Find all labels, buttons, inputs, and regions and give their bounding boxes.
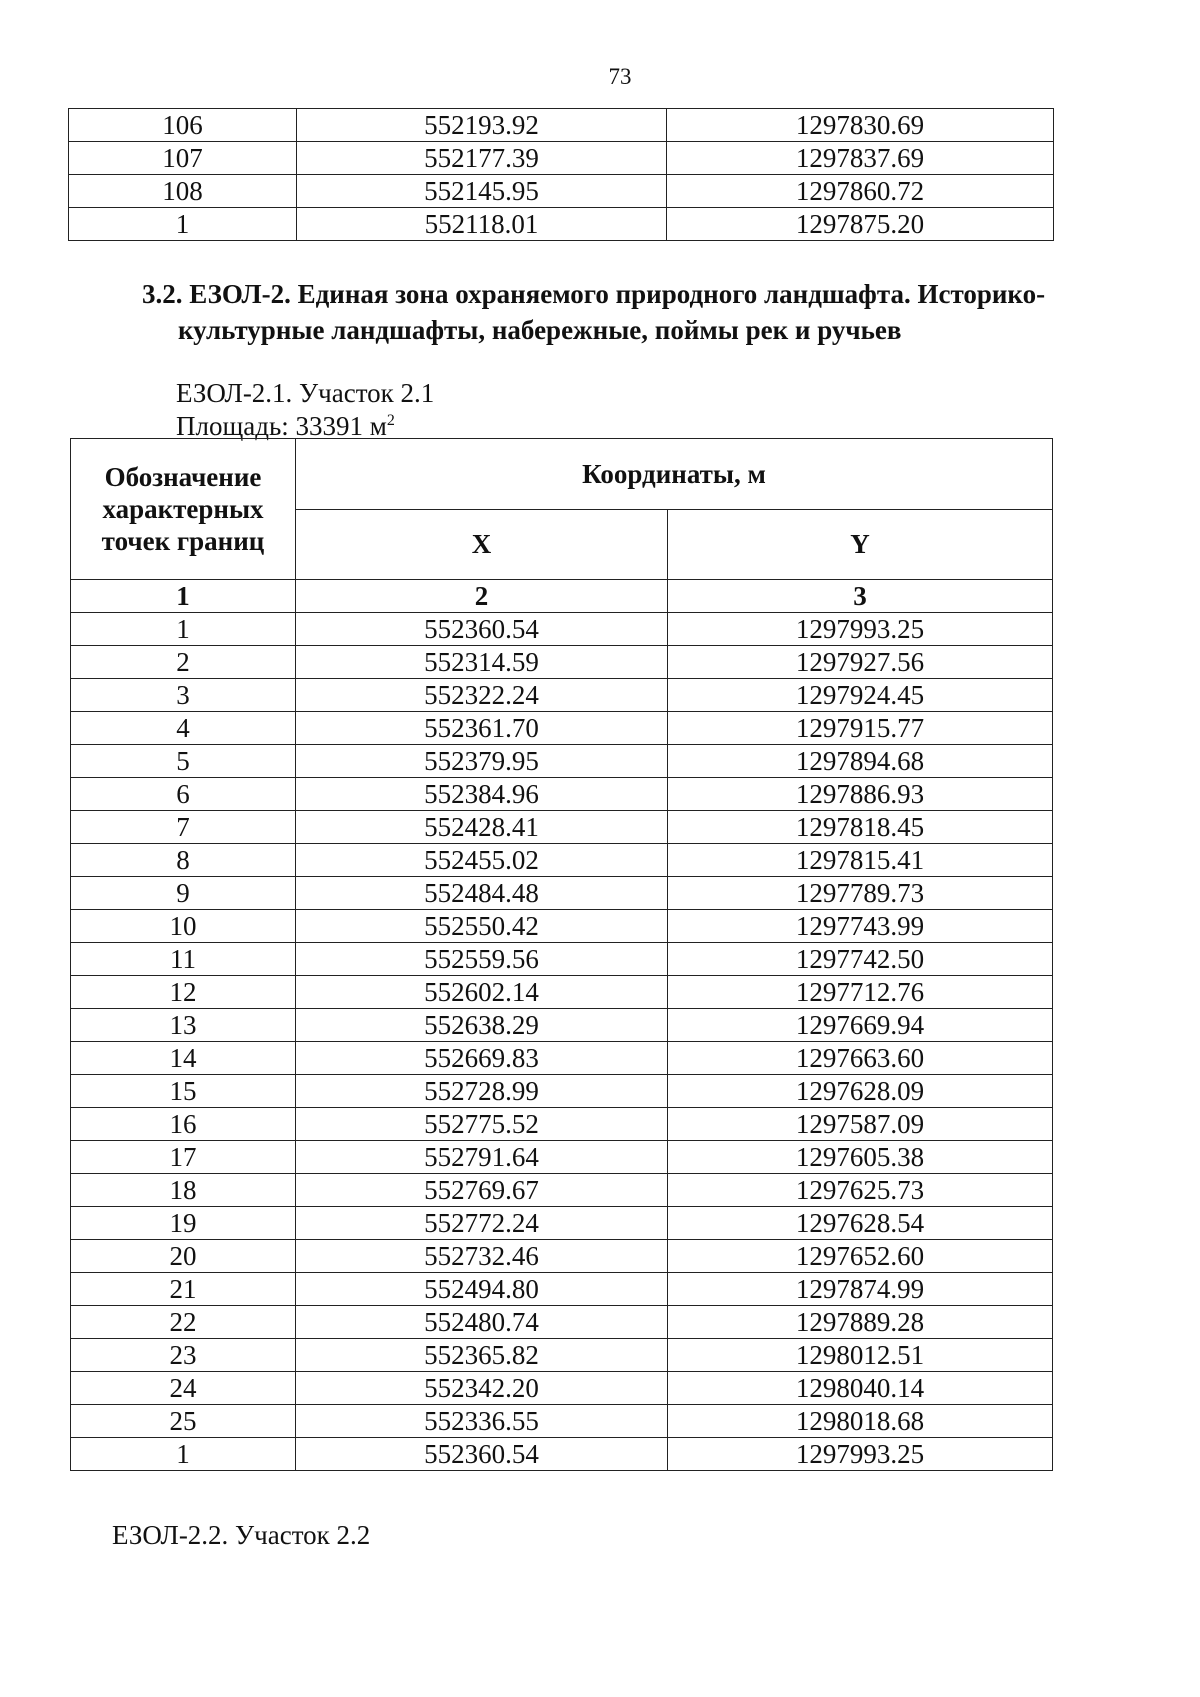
page-number: 73 <box>608 64 632 89</box>
y-coordinate-cell: 1297625.73 <box>668 1174 1053 1207</box>
y-coordinate-cell: 1297605.38 <box>668 1141 1053 1174</box>
table-row <box>71 844 1053 877</box>
y-coordinate-cell: 1297927.56 <box>668 646 1053 679</box>
table-row <box>71 679 1053 712</box>
column-number: 2 <box>296 580 668 613</box>
point-number-cell: 18 <box>71 1174 296 1207</box>
area-unit-superscript: 2 <box>386 412 395 429</box>
x-coordinate-cell: 552484.48 <box>296 877 668 910</box>
table-row <box>71 976 1053 1009</box>
point-number-cell: 15 <box>71 1075 296 1108</box>
y-coordinate-cell: 1297886.93 <box>668 778 1053 811</box>
table-row <box>71 910 1053 943</box>
x-coordinate-cell: 552638.29 <box>296 1009 668 1042</box>
y-coordinate-cell: 1298040.14 <box>668 1372 1053 1405</box>
x-coordinate-cell: 552336.55 <box>296 1405 668 1438</box>
y-coordinate-cell: 1297894.68 <box>668 745 1053 778</box>
point-number-cell: 106 <box>69 109 297 142</box>
point-number-cell: 12 <box>71 976 296 1009</box>
x-coordinate-cell: 552361.70 <box>296 712 668 745</box>
area-label: Площадь: 33391 м <box>176 411 387 441</box>
x-coordinate-cell: 552769.67 <box>296 1174 668 1207</box>
x-coordinate-cell: 552360.54 <box>296 1438 668 1471</box>
x-coordinate-cell: 552118.01 <box>297 208 667 241</box>
table-row <box>71 1174 1053 1207</box>
x-coordinate-cell: 552775.52 <box>296 1108 668 1141</box>
table-row <box>71 1108 1053 1141</box>
point-number-cell: 25 <box>71 1405 296 1438</box>
point-number-cell: 19 <box>71 1207 296 1240</box>
x-coordinate-cell: 552360.54 <box>296 613 668 646</box>
y-coordinate-cell: 1297628.54 <box>668 1207 1053 1240</box>
point-number-cell: 13 <box>71 1009 296 1042</box>
point-number-cell: 1 <box>71 613 296 646</box>
x-coordinate-cell: 552494.80 <box>296 1273 668 1306</box>
table-row <box>71 778 1053 811</box>
point-number-cell: 17 <box>71 1141 296 1174</box>
y-coordinate-cell: 1297830.69 <box>667 109 1054 142</box>
point-number-cell: 23 <box>71 1339 296 1372</box>
x-coordinate-cell: 552145.95 <box>297 175 667 208</box>
y-coordinate-cell: 1297837.69 <box>667 142 1054 175</box>
table-row <box>71 1207 1053 1240</box>
table-row <box>71 613 1053 646</box>
table-row <box>71 811 1053 844</box>
y-coordinate-cell: 1297874.99 <box>668 1273 1053 1306</box>
header-coordinates: Координаты, м <box>296 439 1053 510</box>
y-coordinate-cell: 1297652.60 <box>668 1240 1053 1273</box>
x-coordinate-cell: 552314.59 <box>296 646 668 679</box>
x-coordinate-cell: 552550.42 <box>296 910 668 943</box>
point-number-cell: 1 <box>71 1438 296 1471</box>
y-coordinate-cell: 1297712.76 <box>668 976 1053 1009</box>
y-coordinate-cell: 1297669.94 <box>668 1009 1053 1042</box>
table-row <box>71 1042 1053 1075</box>
table-row <box>71 1405 1053 1438</box>
table-row <box>71 745 1053 778</box>
x-coordinate-cell: 552428.41 <box>296 811 668 844</box>
column-number: 3 <box>668 580 1053 613</box>
header-points-designation: Обозначение характерных точек границ <box>71 439 296 580</box>
subsection-info <box>176 377 434 443</box>
y-coordinate-cell: 1297628.09 <box>668 1075 1053 1108</box>
point-number-cell: 8 <box>71 844 296 877</box>
x-coordinate-cell: 552669.83 <box>296 1042 668 1075</box>
point-number-cell: 24 <box>71 1372 296 1405</box>
section-heading-line1: 3.2. ЕЗОЛ-2. Единая зона охраняемого природного ландшафта. Историко- <box>142 279 1046 309</box>
x-coordinate-cell: 552791.64 <box>296 1141 668 1174</box>
column-number: 1 <box>71 580 296 613</box>
point-number-cell: 11 <box>71 943 296 976</box>
point-number-cell: 108 <box>69 175 297 208</box>
x-coordinate-cell: 552177.39 <box>297 142 667 175</box>
y-coordinate-cell: 1297743.99 <box>668 910 1053 943</box>
point-number-cell: 16 <box>71 1108 296 1141</box>
point-number-cell: 3 <box>71 679 296 712</box>
y-coordinate-cell: 1297915.77 <box>668 712 1053 745</box>
column-number-row <box>71 580 1053 613</box>
y-coordinate-cell: 1297587.09 <box>668 1108 1053 1141</box>
table-row <box>71 1372 1053 1405</box>
y-coordinate-cell: 1297924.45 <box>668 679 1053 712</box>
y-coordinate-cell: 1297889.28 <box>668 1306 1053 1339</box>
point-number-cell: 10 <box>71 910 296 943</box>
top-coordinates-table <box>68 108 1054 241</box>
table-row <box>69 208 1054 241</box>
x-coordinate-cell: 552455.02 <box>296 844 668 877</box>
point-number-cell: 20 <box>71 1240 296 1273</box>
y-coordinate-cell: 1297993.25 <box>668 613 1053 646</box>
point-number-cell: 14 <box>71 1042 296 1075</box>
point-number-cell: 21 <box>71 1273 296 1306</box>
y-coordinate-cell: 1298018.68 <box>668 1405 1053 1438</box>
header-x: X <box>296 509 668 580</box>
x-coordinate-cell: 552322.24 <box>296 679 668 712</box>
x-coordinate-cell: 552384.96 <box>296 778 668 811</box>
table-row <box>71 646 1053 679</box>
subsection-title: ЕЗОЛ-2.1. Участок 2.1 <box>176 378 435 408</box>
y-coordinate-cell: 1297742.50 <box>668 943 1053 976</box>
main-coordinates-table <box>70 438 1053 1471</box>
x-coordinate-cell: 552772.24 <box>296 1207 668 1240</box>
table-row <box>71 712 1053 745</box>
y-coordinate-cell: 1297789.73 <box>668 877 1053 910</box>
table-row <box>71 1075 1053 1108</box>
section-heading-line2: культурные ландшафты, набережные, поймы рек и ручьев <box>178 315 902 345</box>
table-row <box>71 877 1053 910</box>
y-coordinate-cell: 1297993.25 <box>668 1438 1053 1471</box>
y-coordinate-cell: 1298012.51 <box>668 1339 1053 1372</box>
table-row <box>71 943 1053 976</box>
point-number-cell: 4 <box>71 712 296 745</box>
point-number-cell: 7 <box>71 811 296 844</box>
point-number-cell: 9 <box>71 877 296 910</box>
y-coordinate-cell: 1297875.20 <box>667 208 1054 241</box>
y-coordinate-cell: 1297860.72 <box>667 175 1054 208</box>
y-coordinate-cell: 1297818.45 <box>668 811 1053 844</box>
point-number-cell: 22 <box>71 1306 296 1339</box>
point-number-cell: 1 <box>69 208 297 241</box>
table-row <box>69 175 1054 208</box>
y-coordinate-cell: 1297663.60 <box>668 1042 1053 1075</box>
x-coordinate-cell: 552342.20 <box>296 1372 668 1405</box>
x-coordinate-cell: 552728.99 <box>296 1075 668 1108</box>
point-number-cell: 2 <box>71 646 296 679</box>
point-number-cell: 6 <box>71 778 296 811</box>
table-row <box>71 1306 1053 1339</box>
table-row <box>71 1438 1053 1471</box>
x-coordinate-cell: 552193.92 <box>297 109 667 142</box>
header-y: Y <box>668 509 1053 580</box>
x-coordinate-cell: 552365.82 <box>296 1339 668 1372</box>
point-number-cell: 107 <box>69 142 297 175</box>
table-row <box>71 1240 1053 1273</box>
section-heading <box>142 276 1132 348</box>
table-row <box>69 109 1054 142</box>
x-coordinate-cell: 552379.95 <box>296 745 668 778</box>
table-row <box>71 1339 1053 1372</box>
x-coordinate-cell: 552559.56 <box>296 943 668 976</box>
next-subsection-title: ЕЗОЛ-2.2. Участок 2.2 <box>112 1520 371 1550</box>
table-row <box>71 1009 1053 1042</box>
table-row <box>71 1141 1053 1174</box>
point-number-cell: 5 <box>71 745 296 778</box>
x-coordinate-cell: 552602.14 <box>296 976 668 1009</box>
y-coordinate-cell: 1297815.41 <box>668 844 1053 877</box>
x-coordinate-cell: 552732.46 <box>296 1240 668 1273</box>
x-coordinate-cell: 552480.74 <box>296 1306 668 1339</box>
table-row <box>71 1273 1053 1306</box>
table-row <box>69 142 1054 175</box>
